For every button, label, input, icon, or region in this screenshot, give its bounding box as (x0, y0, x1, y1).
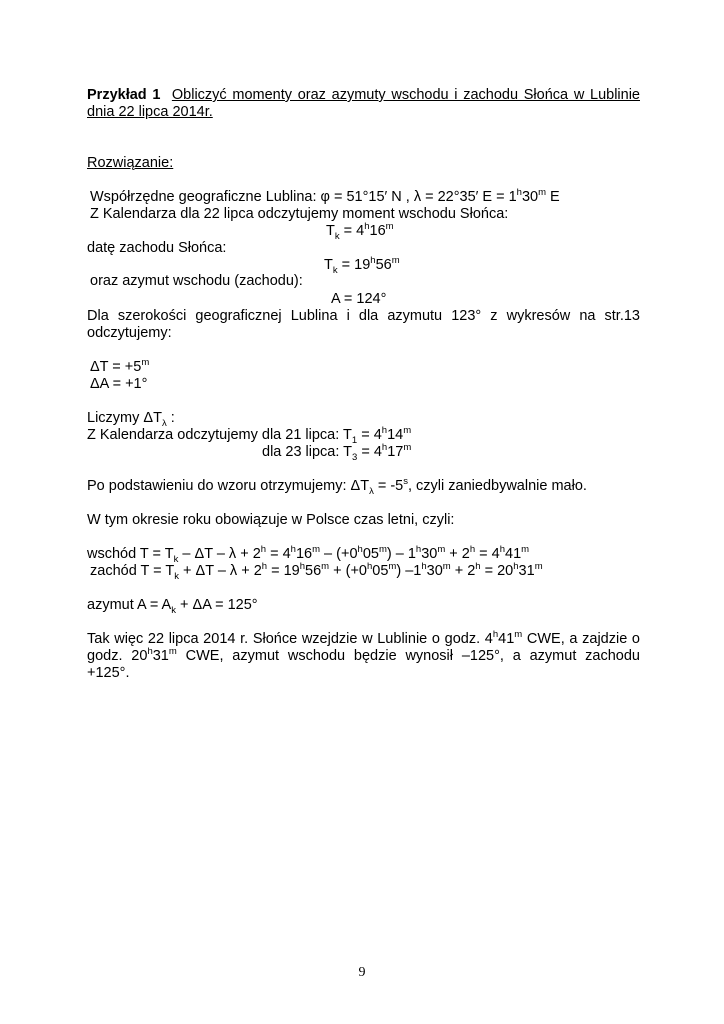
delta-a: ΔA = +1° (90, 376, 148, 392)
azimuth-value: A = 124° (331, 291, 387, 307)
chart-read-line-2: odczytujemy: (87, 325, 172, 341)
azimuth-result: azymut $A = A_k + \Delta A = 125^\circ$ (87, 597, 258, 616)
chart-read-line-1: Dla szerokości geograficznej Lublina i dla azymutu 123° z wykresów na str.13 (87, 308, 640, 324)
july-21-line: Z Kalendarza odczytujemy dla 21 lipca: $T_1 = 4^h14^m$ (87, 425, 412, 446)
example-title-line-1 (87, 86, 640, 104)
liczymy-line: Liczymy $\Delta T_\lambda$ : (87, 410, 175, 429)
example-title-text: Obliczyć momenty oraz azymuty wschodu i zachodu Słońca w Lublinie (171, 87, 640, 103)
substitution-line: Po podstawieniu do wzoru otrzymujemy: $\Delta T_\lambda = -5^s$, czyli zaniedbywalnie mało. (87, 476, 587, 497)
coordinates-line: Współrzędne geograficzne Lublina: φ = 51°15′ N , λ = 22°35′ $E = 1^h30^m$ E (90, 187, 560, 205)
delta-t: $\Delta T = +5^m$ (90, 357, 150, 375)
example-title-line-2: dnia 22 lipca 2014r. (87, 104, 213, 120)
sunrise-formula: wschód $T = T_k - \Delta T - \lambda + 2^h = 4^h16^m - (+0^h05^m) - 1^h30^m + 2^h = 4^h41^m$ (87, 544, 530, 565)
july-23-line: dla 23 lipca: $T_3 = 4^h17^m$ (262, 442, 412, 463)
conclusion-line-1: Tak więc 22 lipca 2014 r. Słońce wzejdzie w Lublinie o godz. 4$^h$41$^m$ CWE, a zajdzie o (87, 629, 640, 647)
azimuth-label: oraz azymut wschodu (zachodu): (90, 273, 303, 289)
calendar-line: Z Kalendarza dla 22 lipca odczytujemy moment wschodu Słońca: (90, 206, 509, 222)
sunset-formula: zachód $T = T_k + \Delta T - \lambda + 2^h = 19^h56^m + (+0^h05^m) -1^h30^m + 2^h = 20^h31^m$ (90, 561, 543, 582)
conclusion-line-3: +125°. (87, 665, 130, 681)
sunrise-time: $T_k = 4^h16^m$ (326, 221, 394, 242)
conclusion-line-2: godz. 20$^h$31$^m$ CWE, azymut wschodu będzie wynosił –125°, a azymut zachodu (87, 646, 640, 664)
summer-time-line: W tym okresie roku obowiązuje w Polsce czas letni, czyli: (87, 512, 455, 528)
solution-heading: Rozwiązanie: (87, 155, 174, 171)
page-number: 9 (358, 965, 366, 980)
sunset-time: $T_k = 19^h56^m$ (324, 255, 400, 276)
example-label: Przykład 1 (87, 87, 161, 103)
sunset-label: datę zachodu Słońca: (87, 240, 227, 256)
